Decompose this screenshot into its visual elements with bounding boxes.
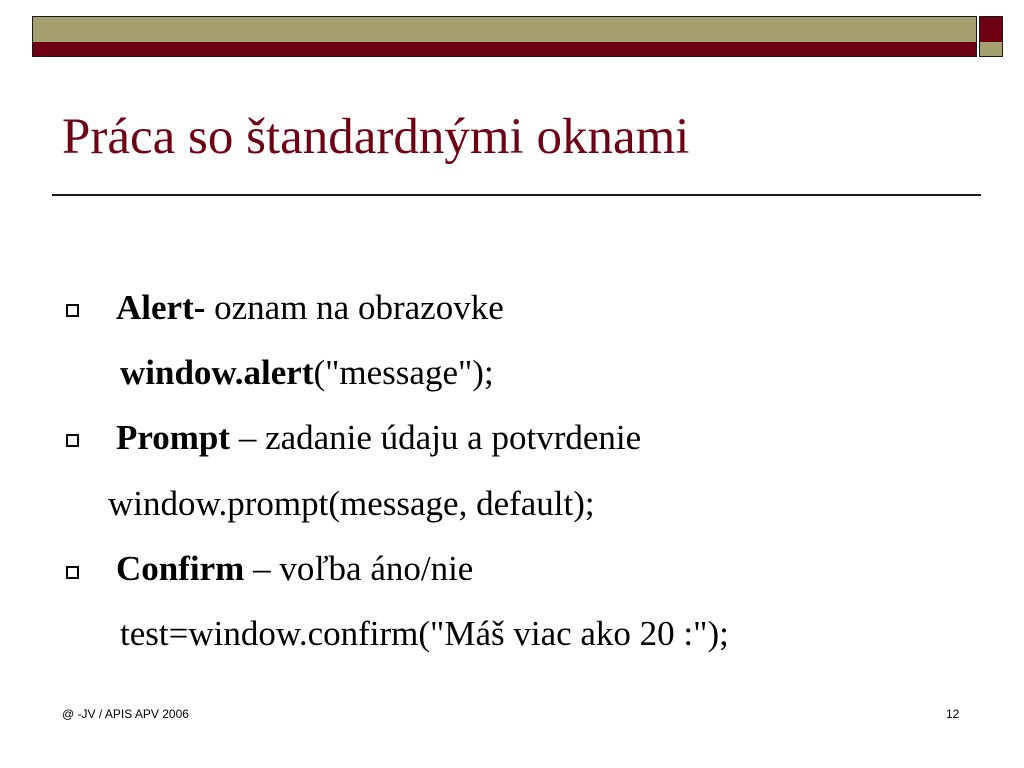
bullet-square-icon <box>66 566 79 579</box>
code-keyword: window.alert <box>120 353 314 392</box>
code-line-alert <box>120 355 494 390</box>
list-item-text: oznam na obrazovke <box>205 288 504 327</box>
list-item-prompt <box>116 420 641 455</box>
header-square-maroon <box>979 16 1003 42</box>
code-line-confirm: test=window.confirm("Máš viac ako 20 :"); <box>120 614 729 653</box>
code-line-prompt: window.prompt(message, default); <box>108 484 595 523</box>
list-item-alert <box>116 290 504 325</box>
bullet-square-icon <box>66 304 79 317</box>
list-item-keyword: Confirm <box>116 549 245 588</box>
list-item-confirm <box>116 551 473 586</box>
list-item-keyword: Alert- <box>116 288 206 327</box>
code-rest: ("message"); <box>313 353 494 392</box>
bullet-square-icon <box>66 434 79 447</box>
header-square-olive <box>979 42 1003 57</box>
header-bar-maroon <box>32 42 977 57</box>
list-item-keyword: Prompt <box>116 418 231 457</box>
list-item-text: – zadanie údaju a potvrdenie <box>230 418 642 457</box>
list-item-text: – voľba áno/nie <box>244 549 474 588</box>
title-divider <box>52 194 981 196</box>
slide-title: Práca so štandardnými oknami <box>62 109 690 165</box>
footer-credit: @ -JV / APIS APV 2006 <box>62 707 189 721</box>
header-bar-olive <box>32 16 977 42</box>
page-number: 12 <box>946 707 960 721</box>
